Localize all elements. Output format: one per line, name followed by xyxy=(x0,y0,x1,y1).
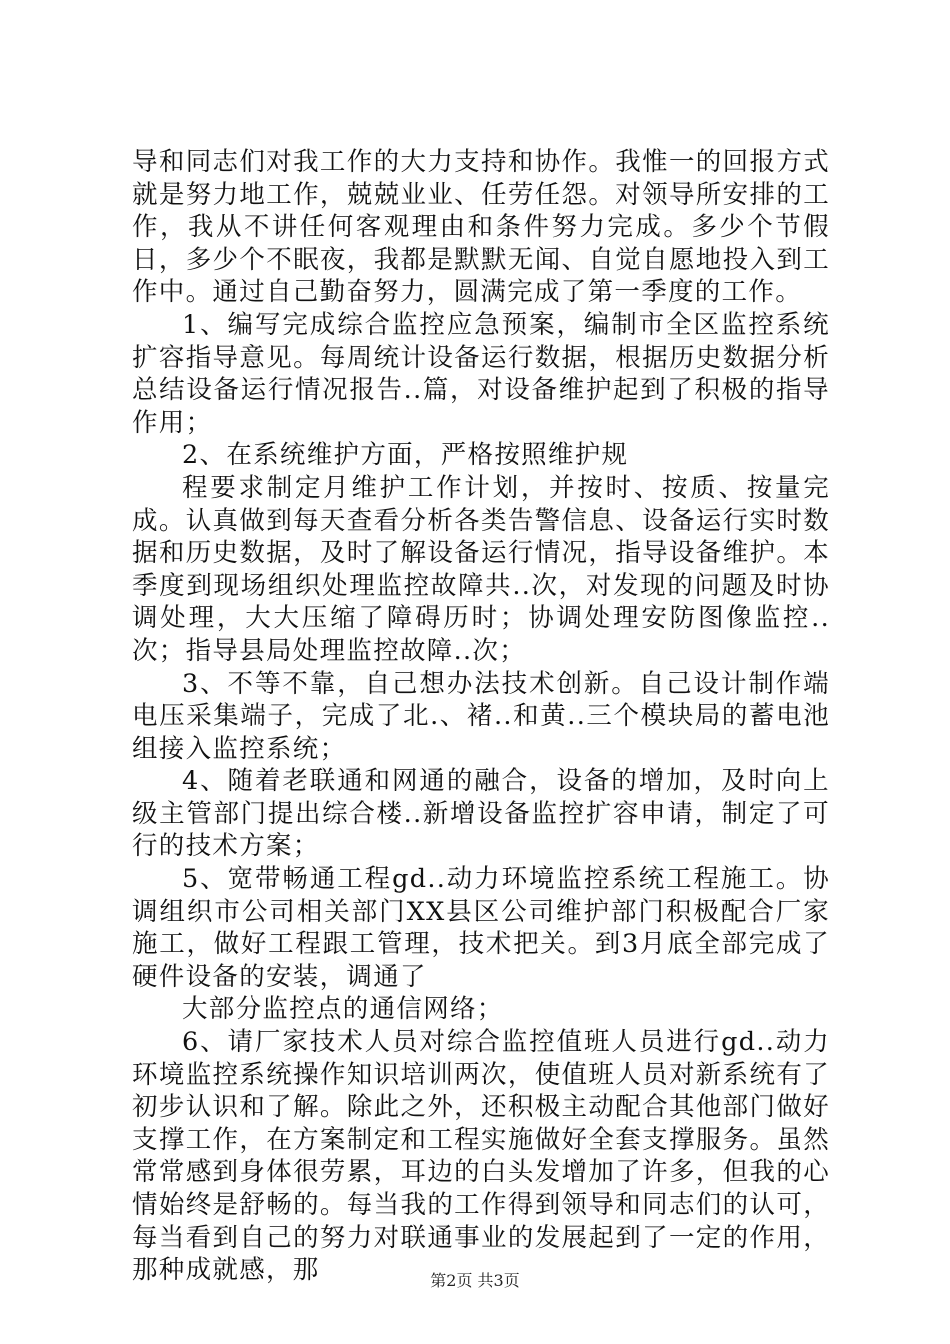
paragraph-item-5-continued: 大部分监控点的通信网络； xyxy=(182,994,504,1025)
paragraph-item-3: 3、不等不靠，自己想办法技术创新。自己设计制作端电压采集端子，完成了北.、褚..和黄..三个模块局的蓄电池组接入监控系统； xyxy=(132,668,830,764)
paragraph-item-5: 5、宽带畅通工程gd..动力环境监控系统工程施工。协调组织市公司相关部门XX县区公司维护部门积极配合厂家施工，做好工程跟工管理，技术把关。到3月底全部完成了硬件设备的安装，调通了 xyxy=(132,864,830,992)
paragraph-item-6: 6、请厂家技术人员对综合监控值班人员进行gd..动力环境监控系统操作知识培训两次，使值班人员对新系统有了初步认识和了解。除此之外，还积极主动配合其他部门做好支撑工作，在方案制定和工程实施做好全套支撑服务。虽然常常感到身体很劳累，耳边的白头发增加了许多，但我的心情始终是舒畅的。每当我的工作得到领导和同志们的认可，每当看到自己的努力对联通事业的发展起到了一定的作用，那种成就感，那 xyxy=(132,1027,830,1286)
paragraph-item-2: 2、在系统维护方面，严格按照维护规 xyxy=(182,440,629,471)
page-number-footer: 第2页 共3页 xyxy=(430,1271,520,1290)
paragraph-item-2-continued: 程要求制定月维护工作计划，并按时、按质、按量完成。认真做到每天查看分析各类告警信息、设备运行实时数据和历史数据，及时了解设备运行情况，指导设备维护。本季度到现场组织处理监控故障共..次，对发现的问题及时协调处理，大大压缩了障碍历时；协调处理安防图像监控..次；指导县局处理监控故障..次； xyxy=(132,472,830,666)
document-body xyxy=(132,146,830,1287)
paragraph-intro: 导和同志们对我工作的大力支持和协作。我惟一的回报方式就是努力地工作，兢兢业业、任劳任怨。对领导所安排的工作，我从不讲任何客观理由和条件努力完成。多少个节假日，多少个不眠夜，我都是默默无闻、自觉自愿地投入到工作中。通过自己勤奋努力，圆满完成了第一季度的工作。 xyxy=(132,147,830,308)
paragraph-item-4: 4、随着老联通和网通的融合，设备的增加，及时向上级主管部门提出综合楼..新增设备监控扩容申请，制定了可行的技术方案； xyxy=(132,766,830,862)
paragraph-item-1: 1、编写完成综合监控应急预案，编制市全区监控系统扩容指导意见。每周统计设备运行数据，根据历史数据分析总结设备运行情况报告..篇，对设备维护起到了积极的指导作用； xyxy=(132,309,830,438)
